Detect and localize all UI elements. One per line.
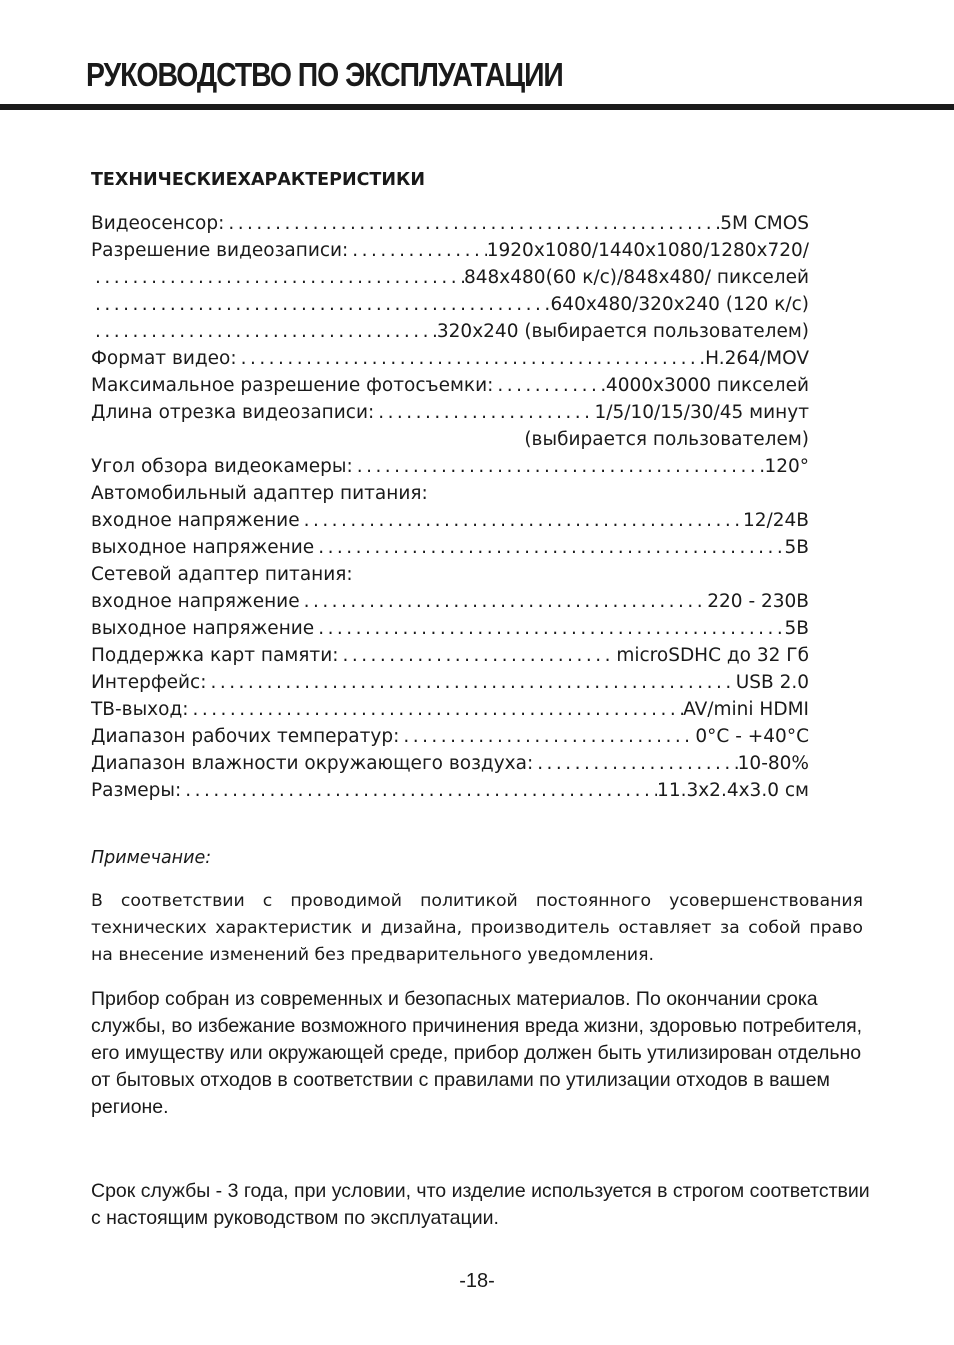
- spec-value: AV/mini HDMI: [683, 699, 809, 720]
- dot-leader: [314, 534, 784, 561]
- spec-value: 0°С - +40°С: [695, 726, 809, 747]
- spec-row: [91, 237, 809, 264]
- dot-leader: [91, 264, 464, 291]
- dot-leader: [206, 669, 735, 696]
- spec-row: [91, 696, 809, 723]
- spec-row: [91, 561, 809, 588]
- spec-value: 120°: [764, 456, 809, 477]
- note-text: В соответствии с проводимой политикой постоянного усовершенствования технических характеристик и дизайна, производитель оставляет за собой право на внесение изменений без предварительного уведомления.: [91, 891, 863, 965]
- spec-row: [91, 210, 809, 237]
- spec-value: 5В: [784, 537, 809, 558]
- spec-value: 12/24В: [742, 510, 809, 531]
- spec-row: [91, 372, 809, 399]
- spec-value: 640x480/320x240 (120 к/с): [550, 294, 809, 315]
- spec-row: [91, 588, 809, 615]
- dot-leader: [181, 777, 657, 804]
- page-number: -18-: [459, 1270, 495, 1292]
- dot-leader: [224, 210, 720, 237]
- dot-leader: [300, 588, 708, 615]
- spec-row: [91, 669, 809, 696]
- spec-value: 1920x1080/1440x1080/1280x720/: [486, 240, 809, 261]
- spec-row: [91, 426, 809, 453]
- spec-label: входное напряжение: [91, 591, 300, 612]
- dot-leader: [300, 507, 743, 534]
- spec-row: [91, 345, 809, 372]
- spec-label: выходное напряжение: [91, 618, 315, 639]
- spec-value: 5M CMOS: [720, 213, 809, 234]
- dot-leader: [493, 372, 606, 399]
- spec-label: Видеосенсор:: [91, 213, 225, 234]
- dot-leader: [338, 642, 616, 669]
- spec-row: [91, 723, 809, 750]
- spec-label: входное напряжение: [91, 510, 300, 531]
- spec-label: Поддержка карт памяти:: [91, 645, 339, 666]
- spec-value: 220 - 230В: [707, 591, 809, 612]
- spec-row: [91, 777, 809, 804]
- spec-value: 848x480(60 к/с)/848x480/ пикселей: [464, 267, 809, 288]
- dot-leader: [188, 696, 683, 723]
- service-life-paragraph: Срок службы - 3 года, при условии, что изделие используется в строгом соответствии с настоящим руководством по эксплуатации.: [91, 1180, 870, 1229]
- dot-leader: [91, 291, 551, 318]
- spec-label: Автомобильный адаптер питания:: [91, 483, 428, 504]
- spec-label: Размеры:: [91, 780, 182, 801]
- spec-row: [91, 750, 809, 777]
- specs-list: [91, 210, 809, 804]
- dot-leader: [237, 345, 706, 372]
- dot-leader: [91, 318, 437, 345]
- dot-leader: [533, 750, 737, 777]
- spec-label: Угол обзора видеокамеры:: [91, 456, 353, 477]
- spec-row: [91, 264, 809, 291]
- dot-leader: [314, 615, 784, 642]
- spec-row: [91, 642, 809, 669]
- spec-label: ТВ-выход:: [91, 699, 189, 720]
- dot-leader: [374, 399, 594, 426]
- spec-value: 4000x3000 пикселей: [605, 375, 809, 396]
- spec-value: H.264/MOV: [705, 348, 809, 369]
- disposal-paragraph: Прибор собран из современных и безопасных материалов. По окончании срока службы, во избежание возможного причинения вреда жизни, здоровью потребителя, его имуществу или окружающей среде, прибор должен быть утилизирован отдельно от бытовых отходов в соответствии с правилами по утилизации отходов в вашем регионе.: [91, 988, 863, 1118]
- spec-label: Разрешение видеозаписи:: [91, 240, 349, 261]
- spec-label: Максимальное разрешение фотосъемки:: [91, 375, 494, 396]
- spec-value: 320x240 (выбирается пользователем): [436, 321, 809, 342]
- spec-value: 5В: [784, 618, 809, 639]
- spec-label: Длина отрезка видеозаписи:: [91, 402, 375, 423]
- dot-leader: [353, 453, 765, 480]
- spec-row: [91, 399, 809, 426]
- spec-label: Интерфейс:: [91, 672, 207, 693]
- spec-label: Сетевой адаптер питания:: [91, 564, 353, 585]
- spec-row: [91, 453, 809, 480]
- spec-row: [91, 291, 809, 318]
- spec-label: Диапазон влажности окружающего воздуха:: [91, 753, 534, 774]
- note-label: Примечание:: [91, 848, 212, 868]
- dot-leader: [348, 237, 486, 264]
- page-title: РУКОВОДСТВО ПО ЭКСПЛУАТАЦИИ: [86, 56, 563, 93]
- spec-row: [91, 507, 809, 534]
- spec-value: microSDHC до 32 Гб: [616, 645, 809, 666]
- spec-row: [91, 534, 809, 561]
- spec-row: [91, 480, 809, 507]
- spec-value: 1/5/10/15/30/45 минут: [594, 402, 809, 423]
- spec-label: выходное напряжение: [91, 537, 315, 558]
- dot-leader: [399, 723, 695, 750]
- spec-value: (выбирается пользователем): [524, 429, 809, 450]
- spec-value: 10-80%: [737, 753, 809, 774]
- spec-row: [91, 318, 809, 345]
- spec-value: USB 2.0: [735, 672, 809, 693]
- spec-value: 11.3x2.4x3.0 см: [657, 780, 809, 801]
- header-divider: [0, 104, 954, 110]
- spec-row: [91, 615, 809, 642]
- spec-label: Диапазон рабочих температур:: [91, 726, 400, 747]
- spec-label: Формат видео:: [91, 348, 237, 369]
- section-title: ТЕХНИЧЕСКИЕХАРАКТЕРИСТИКИ: [91, 170, 425, 190]
